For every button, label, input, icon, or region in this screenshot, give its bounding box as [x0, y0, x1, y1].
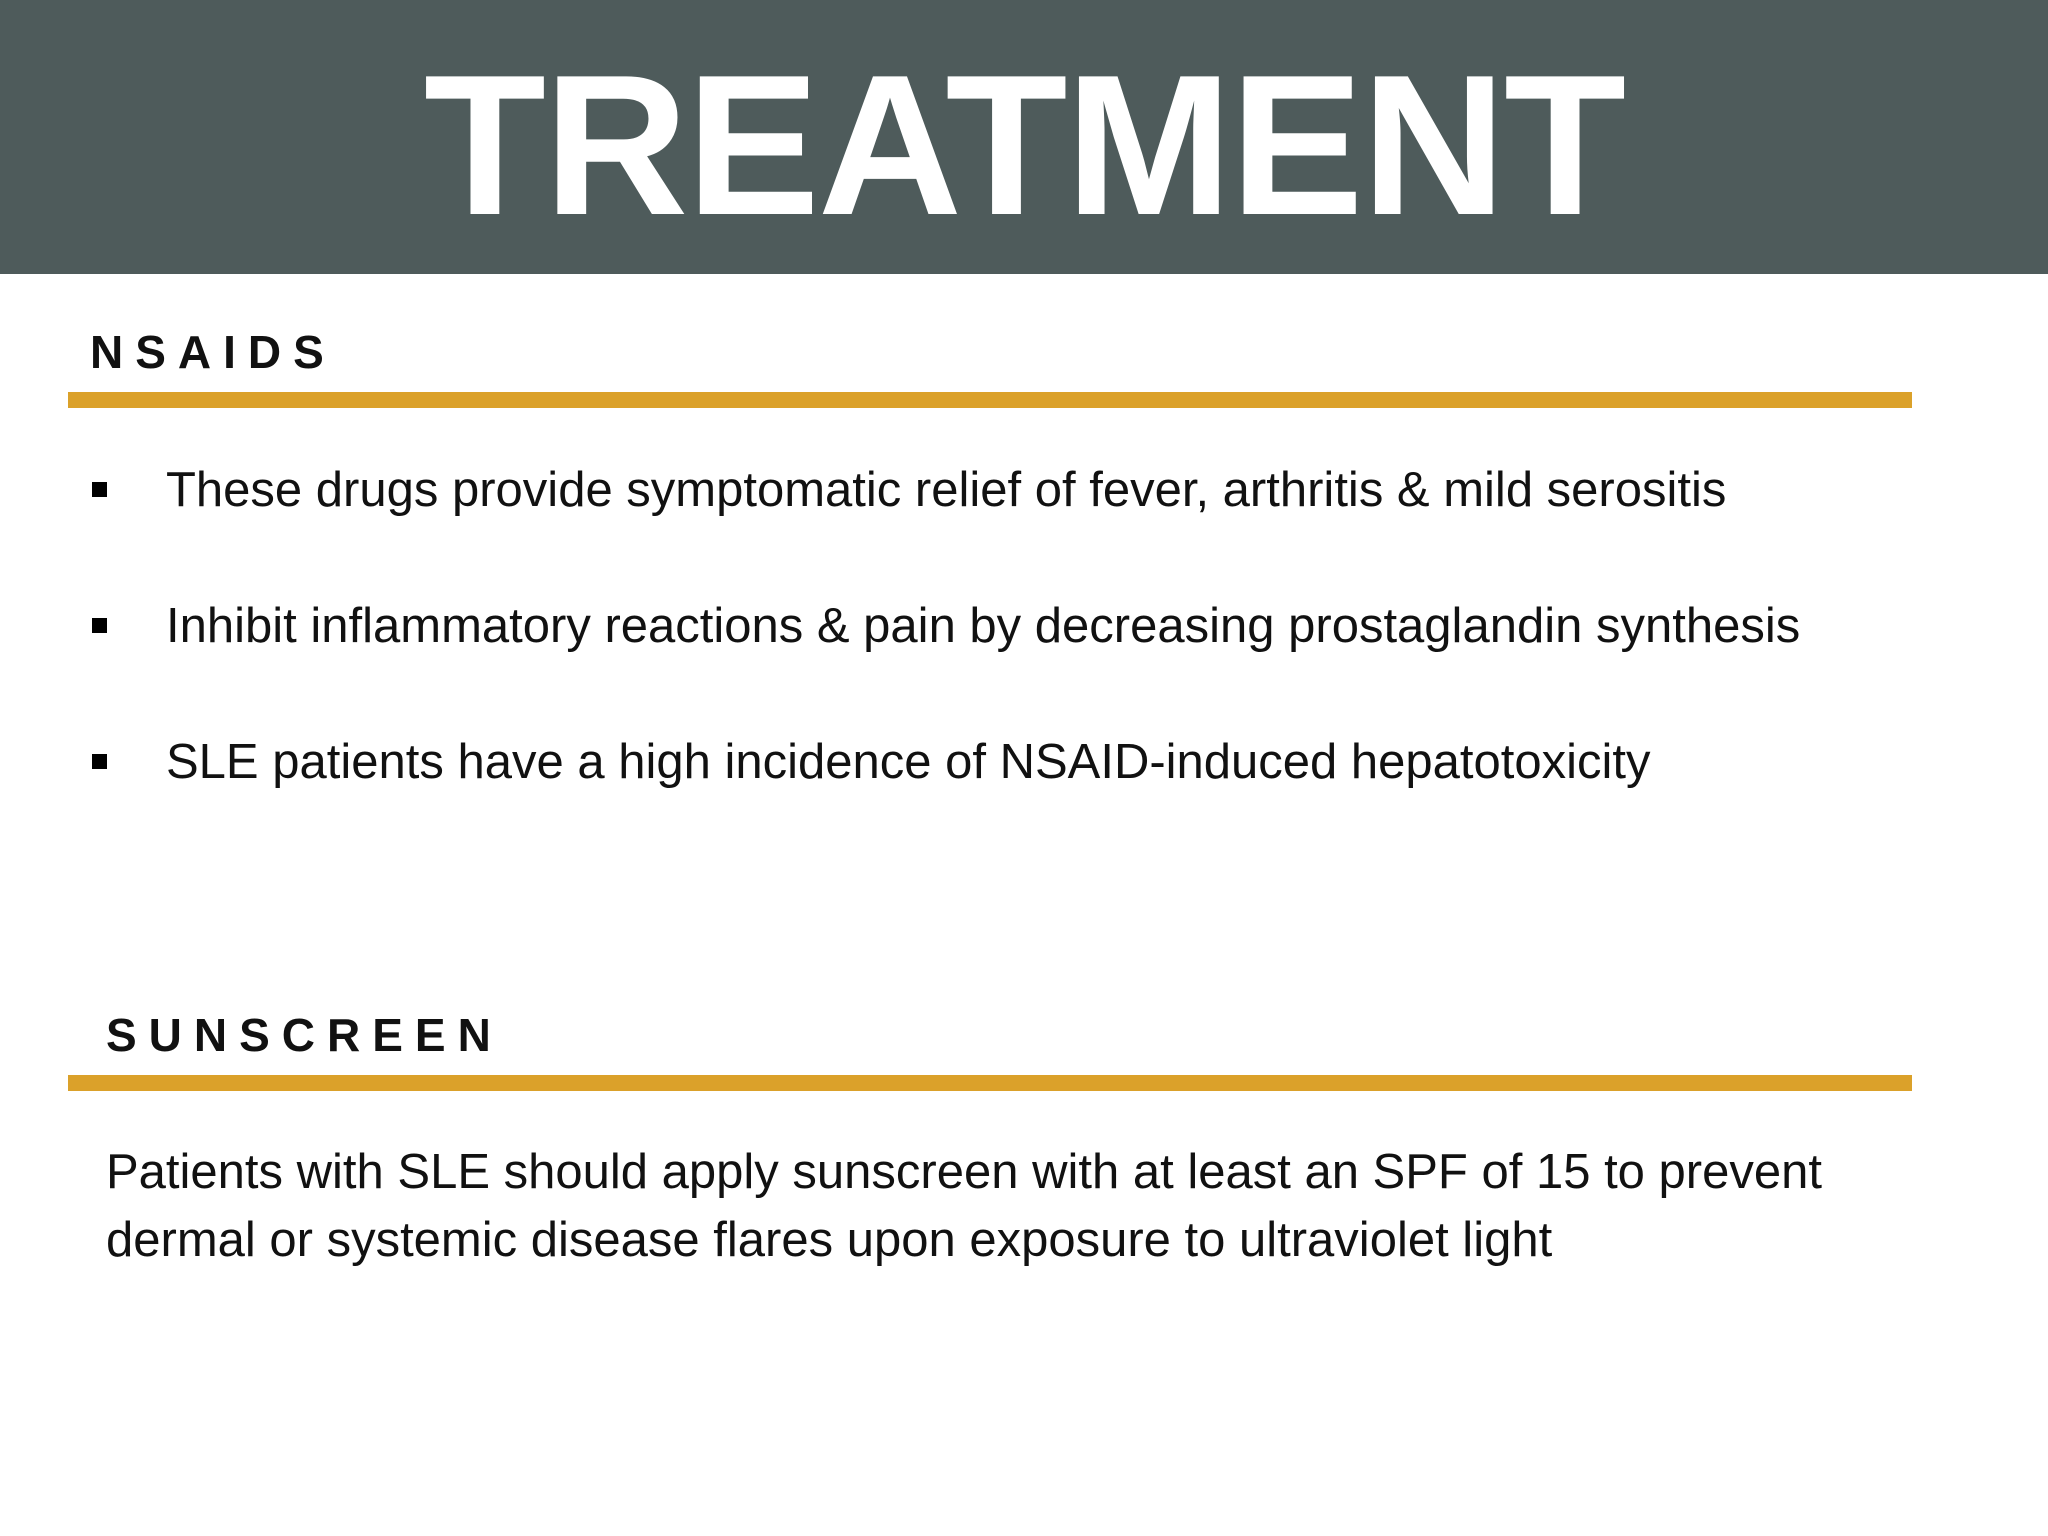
section-divider-sunscreen — [68, 1075, 1912, 1091]
bullet-text: These drugs provide symptomatic relief of fever, arthritis & mild serositis — [166, 463, 1727, 517]
sunscreen-paragraph: Patients with SLE should apply sunscreen with at least an SPF of 15 to prevent dermal or systemic disease flares upon exposure to ultraviolet light — [106, 1145, 1822, 1267]
nsaids-bullet-list — [92, 454, 1992, 862]
bullet-text: Inhibit inflammatory reactions & pain by decreasing prostaglandin synthesis — [166, 599, 1801, 653]
bullet-text: SLE patients have a high incidence of NSAID-induced hepatotoxicity — [166, 735, 1651, 789]
bullet-item — [92, 590, 1992, 726]
square-bullet-icon — [92, 618, 107, 633]
section-divider-nsaids — [68, 392, 1912, 408]
slide-title: TREATMENT — [423, 34, 1625, 257]
title-bar — [0, 0, 2048, 274]
bullet-item — [92, 726, 1992, 862]
section-heading-nsaids: NSAIDS — [90, 326, 336, 378]
square-bullet-icon — [92, 754, 107, 769]
square-bullet-icon — [92, 482, 107, 497]
section-heading-sunscreen: SUNSCREEN — [106, 1009, 503, 1061]
bullet-item — [92, 454, 1992, 590]
